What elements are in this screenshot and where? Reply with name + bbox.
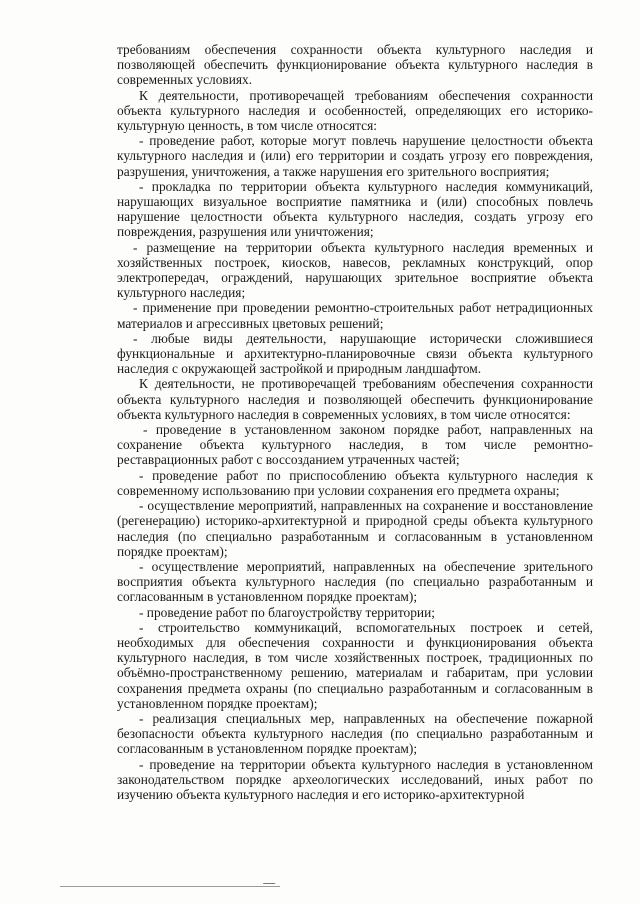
list-item: - осуществление мероприятий, направленных на сохранение и восстановление (регенерацию) историко-архитектурной и природной среды объекта культурного наследия (по специально разработанным и согласованным в установленном порядке проектам);: [117, 498, 593, 559]
list-item: - любые виды деятельности, нарушающие исторически сложившиеся функциональные и архитектурно-планировочные связи объекта культурного наследия с окружающей застройкой и природным ландшафтом.: [117, 330, 593, 377]
list-item: - строительство коммуникаций, вспомогательных построек и сетей, необходимых для обеспечения сохранности и функционирования объекта культурного наследия, в том числе хозяйственных построек, традиционных по объёмно-пространственному решению, материалам и габаритам, при условии сохранения предмета охраны (по специально разработанным и согласованным в установленном порядке проектам);: [117, 619, 593, 711]
list-item: - проведение на территории объекта культурного наследия в установленном законодательством порядке археологических исследований, иных работ по изучению объекта культурного наследия и его историко-архитектурной: [117, 756, 593, 802]
paragraph-continuation: требованиям обеспечения сохранности объекта культурного наследия и позволяющей обеспечить функционирование объекта культурного наследия в современных условиях.: [117, 42, 593, 88]
list-item: - размещение на территории объекта культурного наследия временных и хозяйственных построек, киосков, навесов, рекламных конструкций, опор электропередач, ограждений, нарушающих зрительное восприятие объекта культурного наследия;: [117, 239, 593, 301]
list-item: - реализация специальных мер, направленных на обеспечение пожарной безопасности объекта культурного наследия (по специально разработанным и согласованным в установленном порядке проектам);: [117, 710, 593, 757]
list-item: - прокладка по территории объекта культурного наследия коммуникаций, нарушающих визуальное восприятие памятника и (или) способных повлечь нарушение целостности объекта культурного наследия, создать угрозу его повреждения, разрушения или уничтожения;: [117, 178, 593, 240]
list-item: - проведение работ по приспособлению объекта культурного наследия к современному использованию при условии сохранения его предмета охраны;: [117, 467, 593, 498]
document-body: [117, 42, 593, 802]
scan-edge-mark: [261, 883, 276, 888]
list-item: - проведение работ по благоустройству территории;: [139, 604, 435, 620]
paragraph-contradicting-intro: К деятельности, противоречащей требованиям обеспечения сохранности объекта культурного наследия и особенностей, определяющих его историко-культурную ценность, в том числе относятся:: [117, 87, 593, 134]
list-item: - проведение работ, которые могут повлечь нарушение целостности объекта культурного наследия и (или) его территории и создать угрозу его повреждения, разрушения, уничтожения, а также нарушения его зрительного восприятия;: [117, 133, 593, 179]
scan-edge-line: [60, 886, 280, 887]
paragraph-permitted-intro: К деятельности, не противоречащей требованиям обеспечения сохранности объекта культурного наследия и позволяющей обеспечить функционирование объекта культурного наследия в современных условиях, в том числе относятся:: [117, 376, 593, 422]
list-item: - применение при проведении ремонтно-строительных работ нетрадиционных материалов и агрессивных цветовых решений;: [117, 300, 593, 331]
list-item: - проведение в установленном законом порядке работ, направленных на сохранение объекта культурного наследия, в том числе ремонтно-реставрационных работ с воссозданием утраченных частей;: [117, 422, 593, 468]
list-item: - осуществление мероприятий, направленных на обеспечение зрительного восприятия объекта культурного наследия (по специально разработанным и согласованным в установленном порядке проектам);: [117, 558, 593, 605]
